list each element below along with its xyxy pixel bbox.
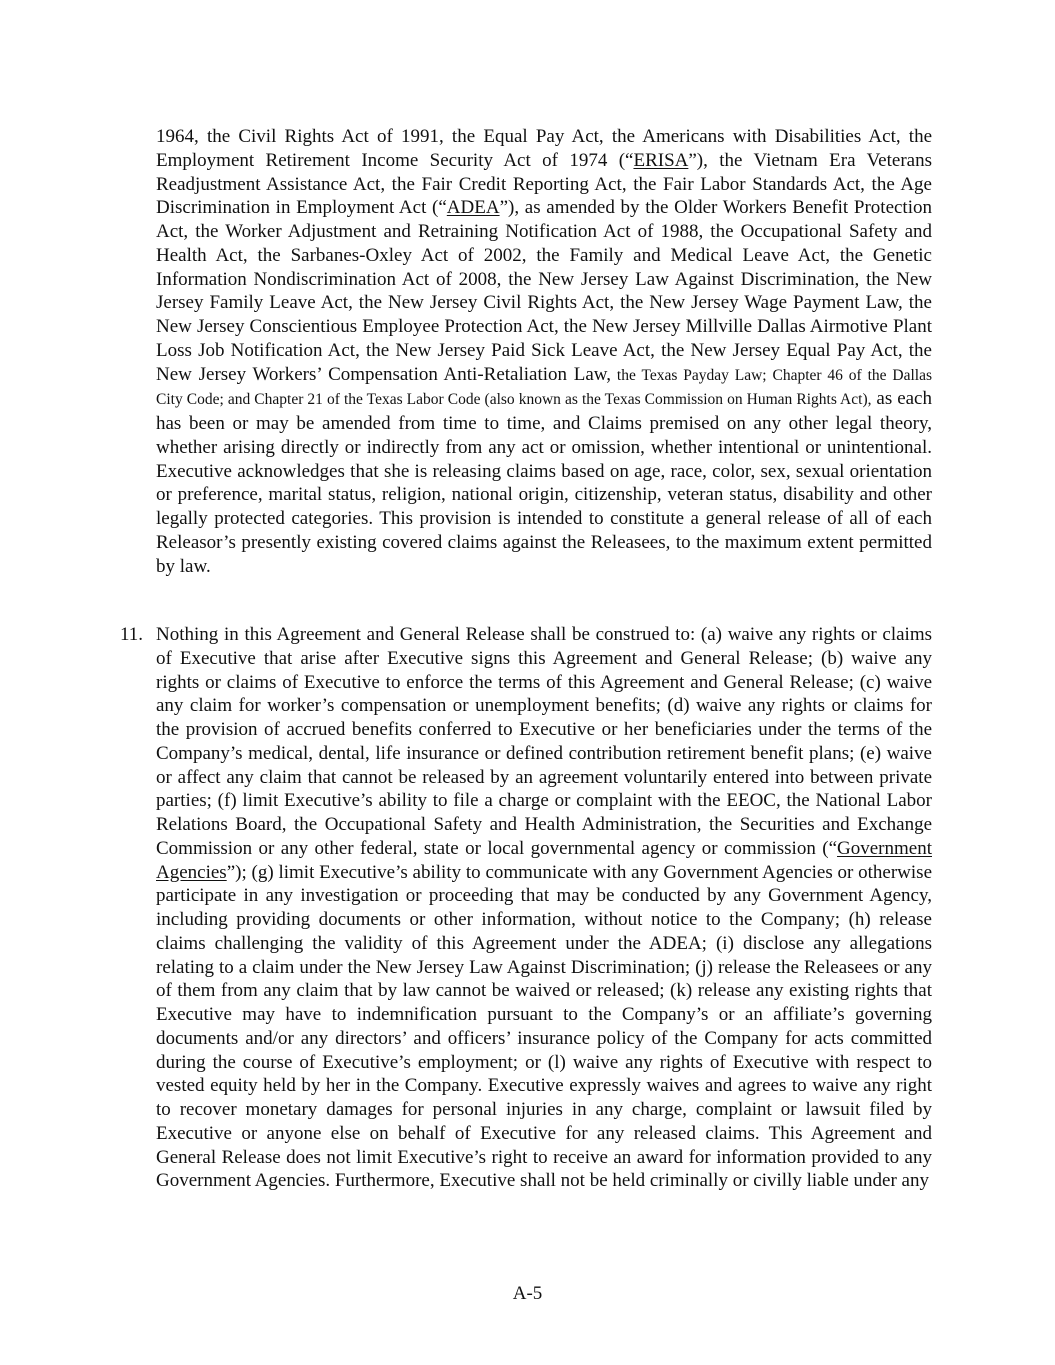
section-11-paragraph xyxy=(156,623,932,1193)
text-run: ”), as amended by the Older Workers Benefit Protection Act, the Worker Adjustment and Retraining Notification Act of 1988, the Occupational Safety and Health Act, the Sarbanes-Oxley Act of 2002, the Family and Medical Leave Act, the Genetic Information Nondiscrimination Act of 2008, the New Jersey Law Against Discrimination, the New Jersey Family Leave Act, the New Jersey Civil Rights Act, the New Jersey Wage Payment Law, the New Jersey Conscientious Employee Protection Act, the New Jersey Millville Dallas Airmotive Plant Loss Job Notification Act, the New Jersey Paid Sick Leave Act, the New Jersey Equal Pay Act, the New Jersey Workers’ Compensation Anti-Retaliation Law, xyxy=(156,197,932,385)
texas-law-insert: the Texas Payday Law; Chapter 46 of the Dallas City Code; and Chapter 21 of the Texas Labor Code (also known as the Texas Commission on Human Rights Act), xyxy=(156,366,932,409)
text-run: as each has been or may be amended from time to time, and Claims premised on any other legal theory, whether arising directly or indirectly from any act or omission, whether intentional or unintentional. Executive acknowledges that she is releasing claims based on age, race, color, sex, sexual orientation or preference, marital status, religion, national origin, citizenship, veteran status, disability and other legally protected categories. This provision is intended to constitute a general release of all of each Releasor’s presently existing covered claims against the Releasees, to the maximum extent permitted by law. xyxy=(156,388,932,577)
page-number: A-5 xyxy=(512,1283,543,1304)
text-run: Nothing in this Agreement and General Release shall be construed to: (a) waive any rights or claims of Executive that arise after Executive signs this Agreement and General Release; (b) waive any rights or claims of Executive to enforce the terms of this Agreement and General Release; (c) waive any claim for worker’s compensation or unemployment benefits; (d) waive any rights or claims for the provision of accrued benefits conferred to Executive or her beneficiaries under the terms of the Company’s medical, dental, life insurance or defined contribution retirement benefit plans; (e) waive or affect any claim that cannot be released by an agreement voluntarily entered into between private parties; (f) limit Executive’s ability to file a charge or complaint with the EEOC, the National Labor Relations Board, the Occupational Safety and Health Administration, the Securities and Exchange Commission or any other federal, state or local governmental agency or commission (“ xyxy=(156,624,932,859)
paragraph-continued xyxy=(156,125,932,578)
defined-term-adea: ADEA xyxy=(446,197,500,219)
section-number: 11. xyxy=(120,624,144,645)
defined-term-erisa: ERISA xyxy=(633,149,689,171)
text-run: ”), the Vietnam Era Veterans Readjustment Assistance Act, the Fair Credit Reporting Act, the Fair Labor Standards Act, the Age Discrimination in Employment Act (“ xyxy=(156,149,932,219)
text-run: 1964, the Civil Rights Act of 1991, the Equal Pay Act, the Americans with Disabilities Act, the Employment Retirement Income Security Act of 1974 (“ xyxy=(156,126,932,171)
defined-term-government-agencies: Government Agencies xyxy=(156,837,932,883)
text-run: ”); (g) limit Executive’s ability to communicate with any Government Agencies or otherwise participate in any investigation or proceeding that may be conducted by any Government Agency, including providing documents or other information, without notice to the Company; (h) release claims challenging the validity of this Agreement under the ADEA; (i) disclose any allegations relating to a claim under the New Jersey Law Against Discrimination; (j) release the Releasees or any of them from any claim that by law cannot be waived or released; (k) release any existing rights that Executive may have to indemnification pursuant to the Company’s or an affiliate’s governing documents and/or any directors’ and officers’ insurance policy of the Company for acts committed during the course of Executive’s employment; or (l) waive any rights of Executive with respect to vested equity held by her in the Company. Executive expressly waives and agrees to waive any right to recover monetary damages for personal injuries in any charge, complaint or lawsuit filed by Executive or anyone else on behalf of Executive for any released claims. This Agreement and General Release does not limit Executive’s right to receive an award for information provided to any Government Agencies. Furthermore, Executive shall not be held criminally or civilly liable under any xyxy=(156,861,932,1192)
